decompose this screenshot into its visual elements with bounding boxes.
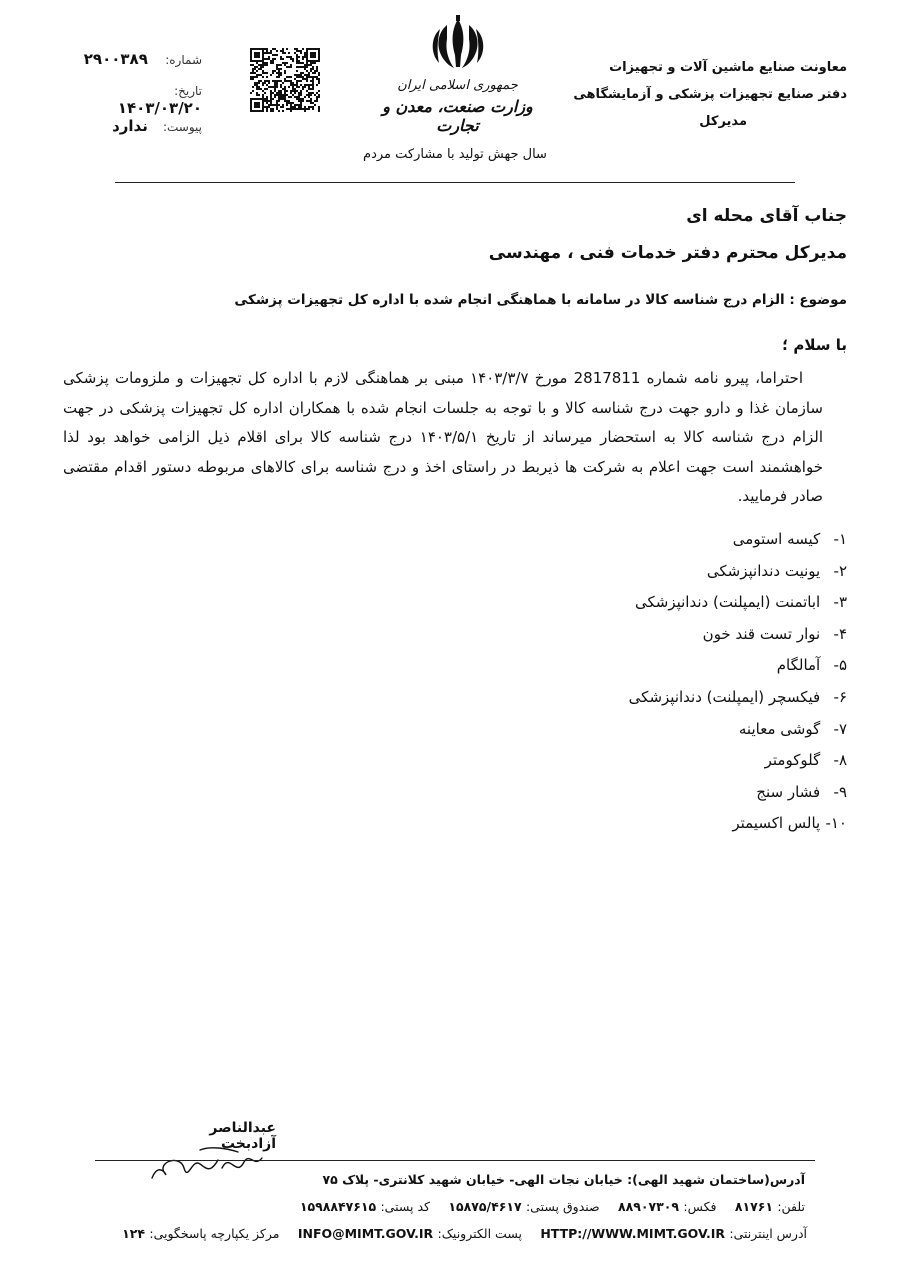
item-number: ۲- [833,561,847,580]
footer-online [27,1226,807,1241]
department-line-1: معاونت صنایع ماشین آلات و تجهیزات [609,60,847,75]
number-row [72,50,202,68]
body-paragraph: احتراما، پیرو نامه شماره 2817811 مورخ ۱۴۰۳/۳/۷ مبنی بر هماهنگی لازم با اداره کل تجهیزات و ملزومات پزشکی سازمان غذا و دارو جهت درج شناسه کالا و با توجه به جلسات انجام شده با همکاران اداره کل تجهیزات پزشکی در جهت الزام درج شناسه کالا به استحضار میرساند از تاریخ ۱۴۰۳/۵/۱ درج شناسه کالا برای اقلام ذیل الزامی خواهد بود لذا خواهشمند است جهت اعلام به شرکت ها ذیربط در راستای اخذ و درج شناسه برای کالاهای مربوطه دستور اقدام مقتضی صادر فرمایید. [63,369,823,505]
callcenter-value: ۱۲۴ [122,1226,145,1241]
recipient-title: مدیرکل محترم دفتر خدمات فنی ، مهندسی [488,243,847,263]
footer-address: آدرس(ساختمان شهید الهی): خیابان نجات الهی- خیابان شهید کلانتری- پلاک ۷۵ [322,1172,805,1187]
item-text: فیکسچر (ایمپلنت) دندانپزشکی [628,687,821,706]
fax-value: ۸۸۹۰۷۳۰۹ [618,1199,680,1214]
pobox-value: ۱۵۸۷۵/۴۶۱۷ [448,1199,522,1214]
qr-code-icon [250,48,320,112]
list-item [447,650,847,682]
fax-label: فکس: [683,1199,717,1214]
item-number: ۱- [833,530,847,548]
email-link[interactable]: INFO@MIMT.GOV.IR [297,1226,434,1241]
postal-value: ۱۵۹۸۸۴۷۶۱۵ [299,1199,377,1214]
item-number: ۹- [833,782,847,801]
item-number: ۳- [833,593,847,612]
number-value: ۲۹۰۰۳۸۹ [83,50,148,68]
item-text: گوشی معاینه [738,719,821,738]
greeting: با سلام ؛ [782,336,847,354]
attachment-row [72,117,202,135]
date-label: تاریخ: [174,84,202,98]
item-number: ۶- [833,687,847,706]
item-text: نوار تست قند خون [702,624,821,643]
list-item [447,808,847,840]
attachment-value: ندارد [112,117,148,135]
subject-line: موضوع : الزام درج شناسه کالا در سامانه با هماهنگی انجام شده با اداره کل تجهیزات پزشکی [234,292,847,308]
item-text: یونیت دندانپزشکی [706,561,821,580]
item-text: گلوکومتر [764,751,821,770]
footer-contacts [25,1199,805,1214]
item-number: ۸- [833,751,847,770]
letter-body [63,364,823,512]
logo-line-1: جمهوری اسلامی ایران [397,78,518,93]
item-text: کیسه استومی [732,530,821,548]
list-item [447,524,847,556]
department-line-2: دفتر صنایع تجهیزات پزشکی و آزمایشگاهی [573,87,847,102]
list-item [447,714,847,746]
postal-label: کد پستی: [380,1199,430,1214]
pobox-label: صندوق پستی: [525,1199,600,1214]
logo-line-2: وزارت صنعت، معدن و تجارت [382,97,533,135]
footer-divider [95,1160,815,1161]
phone-value: ۸۱۷۶۱ [734,1199,773,1214]
item-number: ۵- [833,656,847,675]
email-label: پست الکترونیک: [437,1226,522,1241]
item-text: فشار سنج [756,782,821,801]
date-value: ۱۴۰۳/۰۳/۲۰ [117,99,202,117]
item-text: اباتمنت (ایمپلنت) دندانپزشکی [634,593,821,612]
list-item [447,587,847,619]
list-item [447,682,847,714]
department-line-3: مدیرکل [699,114,747,129]
number-label: شماره: [165,53,202,67]
web-label: آدرس اینترنتی: [729,1226,807,1241]
item-text: آمالگام [776,656,821,675]
item-number: ۱۰- [825,814,847,833]
item-number: ۷- [833,719,847,738]
phone-label: تلفن: [777,1199,805,1214]
web-link[interactable]: HTTP://WWW.MIMT.GOV.IR [540,1226,726,1241]
item-list [447,524,847,840]
signer-name: عبدالناصر آزادبخت [209,1120,276,1152]
slogan: سال جهش تولید با مشارکت مردم [363,147,547,162]
header-divider [115,182,795,183]
item-number: ۴- [833,624,847,643]
item-text: پالس اکسیمتر [732,814,821,833]
list-item [447,777,847,809]
list-item [447,556,847,588]
iran-emblem-icon [427,15,489,77]
ministry-logo-text [370,78,545,135]
list-item [447,619,847,651]
list-item [447,745,847,777]
recipient-name: جناب آقای محله ای [686,206,847,226]
attachment-label: پیوست: [162,120,202,134]
callcenter-label: مرکز یکپارچه پاسخگویی: [149,1226,280,1241]
date-row [72,84,202,117]
